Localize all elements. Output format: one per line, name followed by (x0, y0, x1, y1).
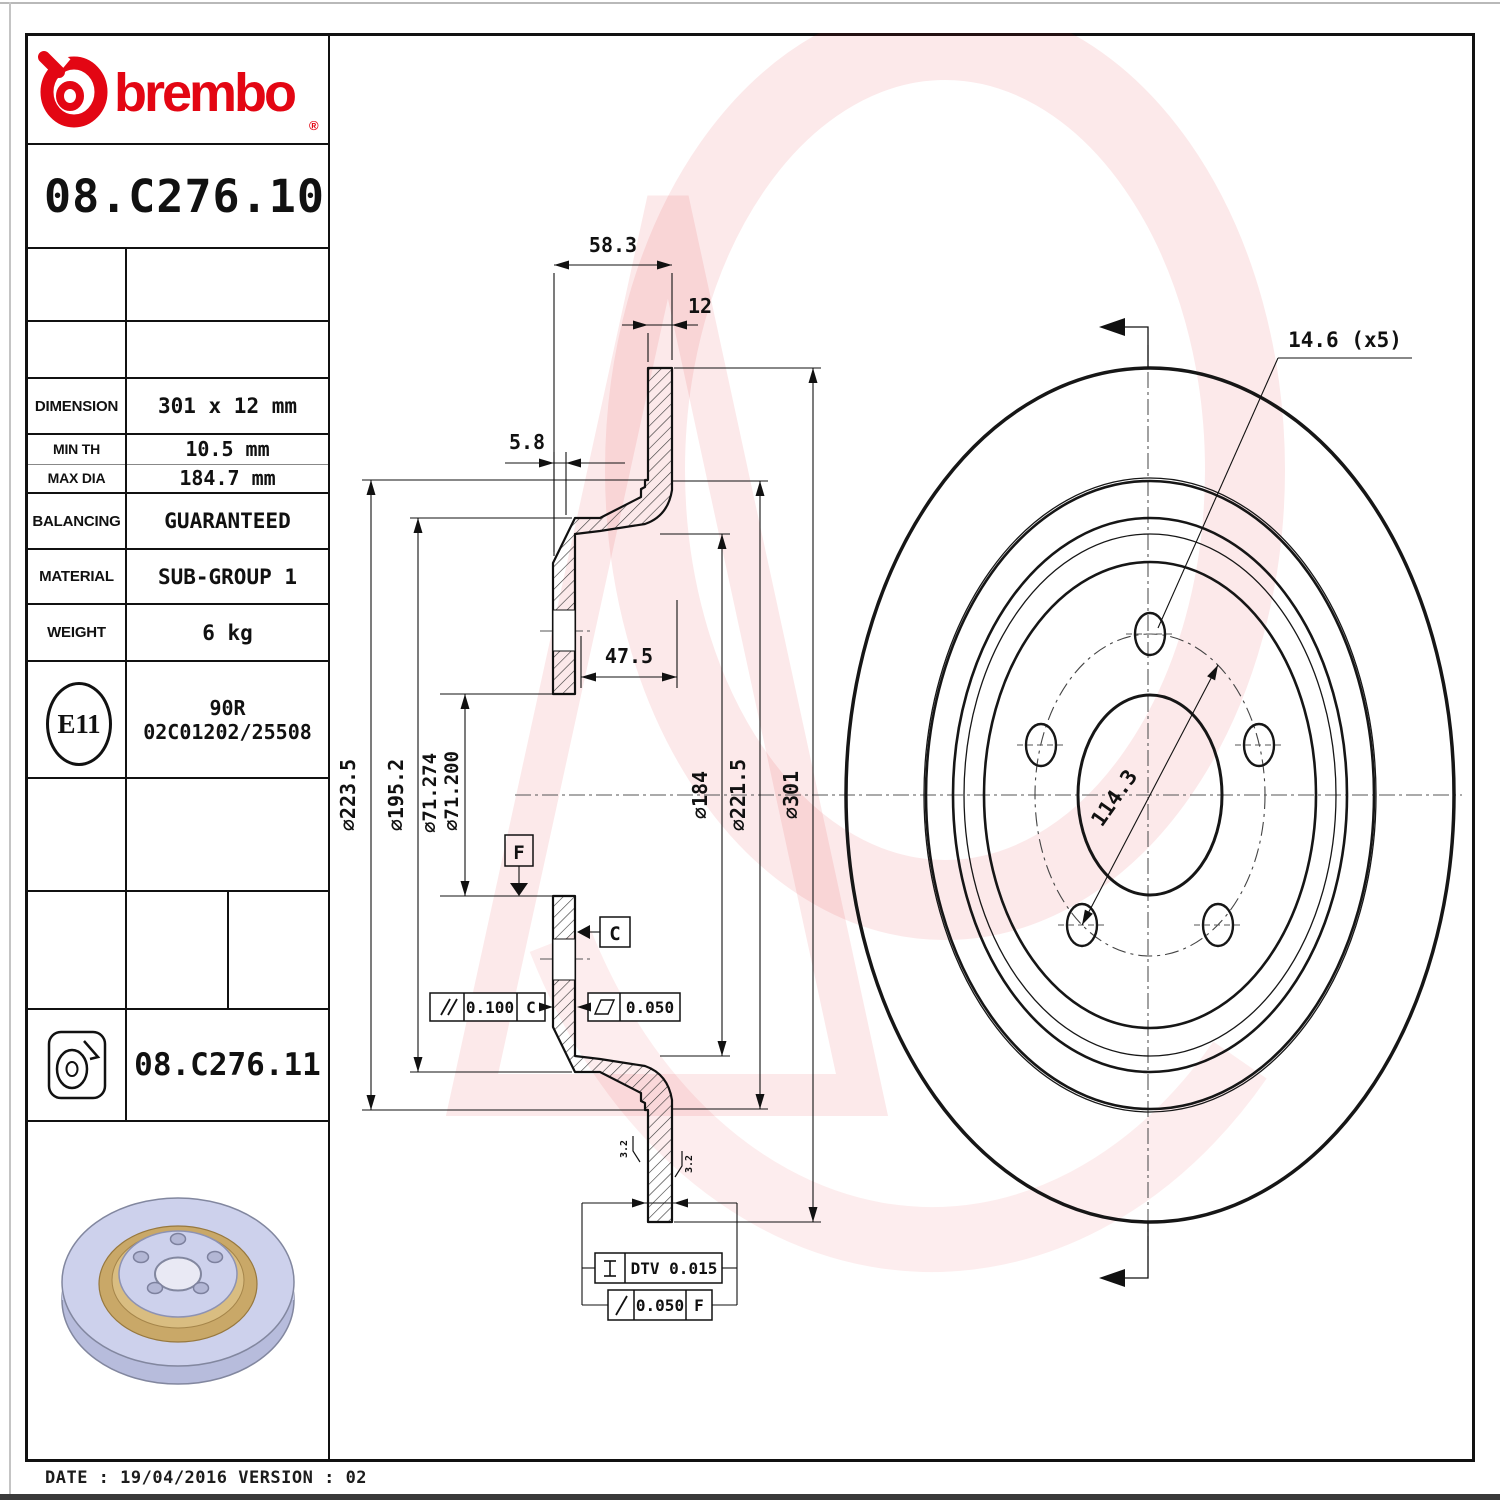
spec-row-minth-maxdia (28, 433, 328, 492)
date-version: DATE : 19/04/2016 VERSION : 02 (45, 1468, 368, 1488)
page-top-edge (0, 2, 1500, 4)
dim-dia-301: ⌀301 (779, 770, 803, 820)
cut-arrow-bottom (1099, 1269, 1125, 1287)
bolt-hole-section-bottom (554, 939, 575, 980)
part-number: 08.C276.10 (28, 143, 328, 247)
brand-wordmark: brembo (114, 63, 295, 123)
disc-3d-render (38, 1132, 318, 1452)
dim-wall: 5.8 (508, 430, 546, 454)
disc-render-cell (28, 1120, 328, 1459)
dim-band-thickness: 12 (688, 294, 713, 318)
parallelism-value: 0.100 (465, 998, 515, 1017)
flatness-tolerance (577, 993, 680, 1021)
registered-mark: ® (309, 118, 319, 133)
dim-dia-71-274: ⌀71.274 (419, 752, 441, 834)
spec-subrow-maxdia (28, 464, 328, 493)
homologation-row (28, 660, 328, 777)
spec-row-weight (28, 603, 328, 660)
empty-cell (28, 779, 127, 890)
bolt-hole-size: 14.6 (x5) (1288, 328, 1402, 352)
runout-ref: F (694, 1296, 704, 1315)
spec-row-dimension (28, 377, 328, 433)
brembo-logo-icon (28, 36, 114, 136)
dim-dia-221-5: ⌀221.5 (726, 758, 750, 832)
dim-depth: 47.5 (604, 644, 654, 668)
surface-left: 3.2 (619, 1139, 630, 1159)
spec-row-balancing (28, 492, 328, 548)
alt-part-row (28, 1008, 328, 1120)
empty-row-3 (28, 777, 328, 890)
runout-value: 0.050 (635, 1296, 685, 1315)
empty-cell (28, 892, 127, 1008)
alt-part-number: 08.C276.11 (134, 1047, 321, 1083)
surface-right: 3.2 (684, 1154, 695, 1174)
spec-value: 301 x 12 mm (157, 394, 298, 418)
homologation-badge-cell (28, 662, 127, 777)
spec-value: 10.5 mm (185, 437, 270, 462)
spec-value: 184.7 mm (179, 465, 276, 490)
empty-row-2 (28, 320, 328, 377)
empty-cell (28, 249, 127, 320)
e11-badge: E11 (46, 682, 112, 766)
page-left-edge (9, 2, 11, 1494)
spec-sidebar (28, 36, 330, 1459)
spec-value: 6 kg (202, 620, 253, 645)
brembo-logo (28, 36, 328, 143)
homologation-codes (127, 662, 328, 777)
dim-dia-184: ⌀184 (688, 770, 712, 820)
bolt-circle-value: 114.3 (1086, 765, 1143, 831)
parallelism-tolerance (430, 993, 553, 1021)
spec-label: MIN TH (28, 435, 127, 464)
empty-row-1 (28, 247, 328, 320)
split-divider (227, 892, 229, 1008)
spec-label: MAX DIA (28, 464, 127, 493)
datum-c-label: C (609, 923, 621, 945)
bolt-hole-section-top (554, 610, 575, 651)
homologation-line2: 02C01202/25508 (143, 719, 312, 744)
spec-value: GUARANTEED (164, 509, 291, 533)
dim-width-total: 58.3 (588, 233, 638, 257)
dim-dia-71-200: ⌀71.200 (441, 750, 463, 832)
spec-label: DIMENSION (28, 379, 127, 433)
technical-drawing (330, 33, 1475, 1462)
flatness-value: 0.050 (625, 998, 675, 1017)
parallelism-ref: C (526, 998, 536, 1017)
dim-dia-223-5: ⌀223.5 (336, 758, 360, 832)
cut-arrow-top (1099, 318, 1125, 336)
spec-row-material (28, 548, 328, 603)
spec-label: MATERIAL (28, 550, 127, 603)
spec-label: WEIGHT (28, 605, 127, 660)
datum-f-label: F (513, 842, 525, 864)
dtv-value: DTV 0.015 (630, 1259, 718, 1278)
empty-cell (28, 322, 127, 377)
spec-value: SUB-GROUP 1 (157, 564, 298, 589)
spec-subrow-minth (28, 435, 328, 465)
empty-row-split (28, 890, 328, 1008)
spec-label: BALANCING (28, 494, 127, 548)
homologation-line1: 90R (209, 695, 246, 720)
alt-part-icon-cell (28, 1010, 127, 1120)
brake-disc-icon (46, 1029, 108, 1101)
dim-dia-195-2: ⌀195.2 (384, 758, 408, 832)
page-bottom-edge (0, 1494, 1500, 1500)
